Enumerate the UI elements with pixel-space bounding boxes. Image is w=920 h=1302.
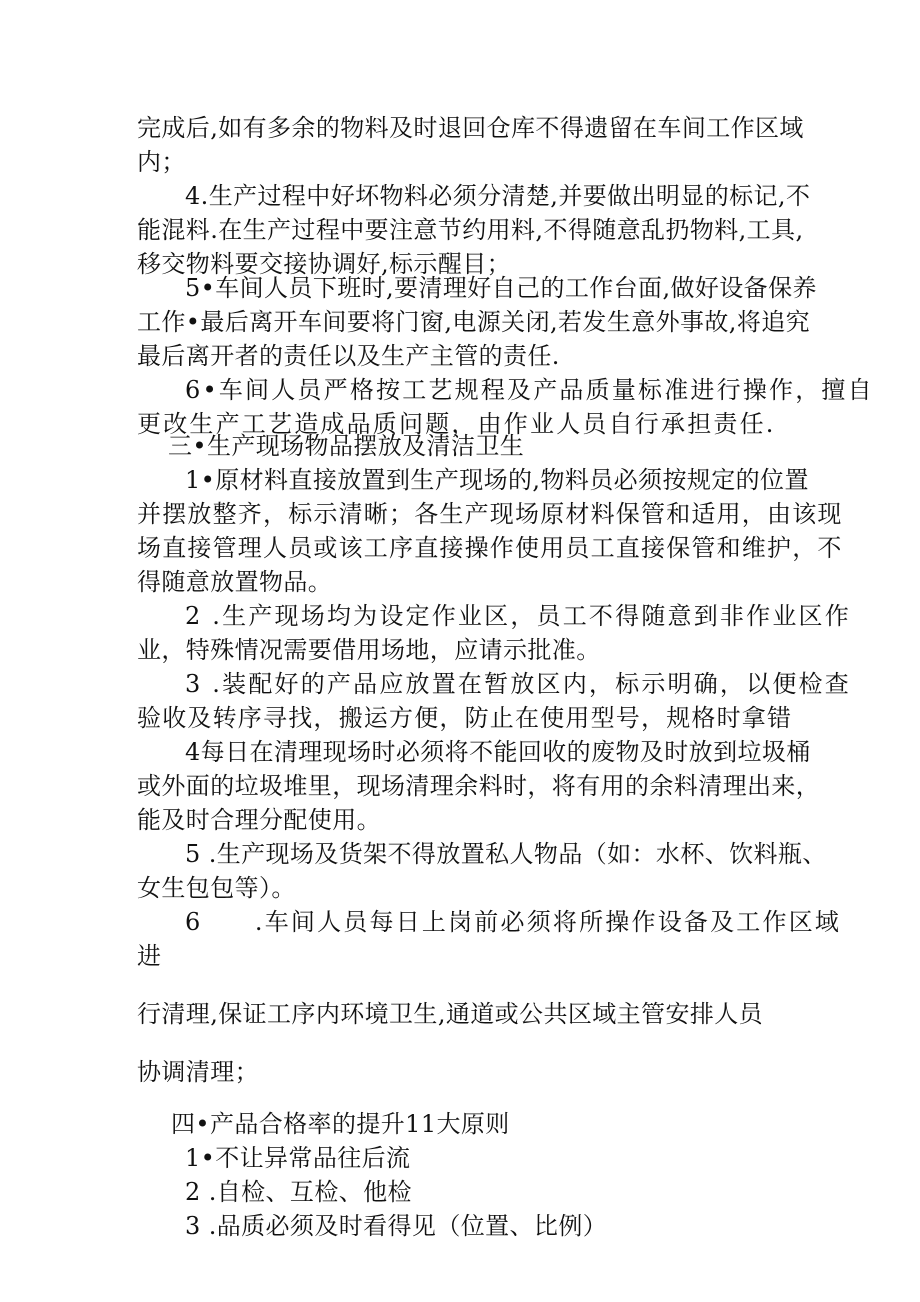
text-line: 4每日在清理现场时必须将不能回收的废物及时放到垃圾桶	[185, 738, 811, 766]
text-line: 完成后,如有多余的物料及时退回仓库不得遗留在车间工作区域	[137, 114, 804, 142]
text-line: 协调清理；	[137, 1058, 259, 1086]
text-line: 女生包包等）。	[137, 874, 296, 902]
text-line: 验收及转序寻找，搬运方便，防止在使用型号，规格时拿错	[137, 704, 793, 732]
text-line: 1•原材料直接放置到生产现场的,物料员必须按规定的位置	[185, 466, 809, 494]
text-line: 5•车间人员下班时,要清理好自己的工作台面,做好设备保养	[185, 274, 817, 302]
text-line: 更改生产工艺造成品质问题，由作业人员自行承担责任.	[137, 410, 776, 438]
text-line: 能混料.在生产过程中要注意节约用料,不得随意乱扔物料,工具,	[137, 216, 804, 244]
text-line: 场直接管理人员或该工序直接操作使用员工直接保管和维护，不	[137, 534, 843, 562]
section-heading: 四•产品合格率的提升11大原则	[171, 1110, 510, 1138]
text-line: 进	[137, 942, 162, 970]
text-line: 最后离开者的责任以及生产主管的责任.	[137, 342, 560, 370]
text-line: 2 .生产现场均为设定作业区，员工不得随意到非作业区作	[185, 602, 851, 630]
text-line: 3 .装配好的产品应放置在暂放区内，标示明确，以便检查	[185, 670, 851, 698]
text-line: 业，特殊情况需要借用场地，应请示批准。	[137, 636, 601, 664]
text-line: 内；	[137, 148, 186, 176]
text-line: 4.生产过程中好坏物料必须分清楚,并要做出明显的标记,不	[185, 182, 811, 210]
section-heading: 三•生产现场物品摆放及清洁卫生	[168, 432, 525, 460]
text-line: 工作•最后离开车间要将门窗,电源关闭,若发生意外事故,将追究	[137, 308, 811, 336]
text-line: 并摆放整齐，标示清晰；各生产现场原材料保管和适用，由该现	[137, 500, 843, 528]
list-item: 3 .品质必须及时看得见（位置、比例）	[185, 1212, 608, 1240]
text-line: 得随意放置物品。	[137, 568, 333, 596]
text-line: 移交物料要交接协调好,标示醒目；	[137, 250, 512, 278]
text-line: 能及时合理分配使用。	[137, 806, 381, 834]
text-line: 行清理,保证工序内环境卫生,通道或公共区域主管安排人员	[137, 1000, 764, 1028]
text-line: 或外面的垃圾堆里，现场清理余料时，将有用的余料清理出来，	[137, 772, 821, 800]
text-line: 6•车间人员严格按工艺规程及产品质量标准进行操作，擅自	[185, 376, 874, 404]
list-item: 1•不让异常品往后流	[185, 1144, 411, 1172]
list-item: 2 .自检、互检、他检	[185, 1178, 412, 1206]
text-line: 6 .车间人员每日上岗前必须将所操作设备及工作区域	[185, 908, 842, 936]
text-line: 5 .生产现场及货架不得放置私人物品（如：水杯、饮料瓶、	[185, 840, 827, 868]
